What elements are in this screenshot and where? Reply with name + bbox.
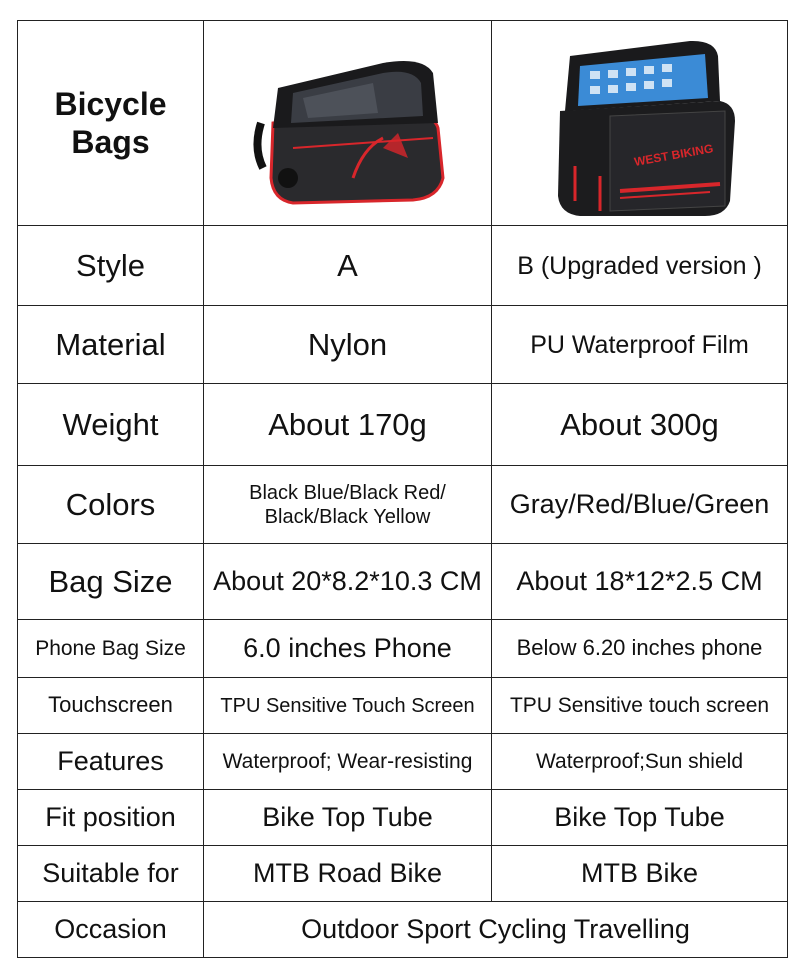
row-value-b: PU Waterproof Film xyxy=(492,306,788,384)
row-label: Fit position xyxy=(18,790,204,846)
svg-text:WEST BIKING: WEST BIKING xyxy=(632,140,714,169)
row-value-b: B (Upgraded version ) xyxy=(492,226,788,306)
table-row xyxy=(18,306,788,384)
colors-a-line2: Black/Black Yellow xyxy=(264,505,431,528)
row-value-a: Nylon xyxy=(204,306,492,384)
table-row xyxy=(18,734,788,790)
row-label: Bag Size xyxy=(18,544,204,620)
row-label: Style xyxy=(18,226,204,306)
row-value-b: Waterproof;Sun shield xyxy=(492,734,788,790)
row-value-a: Bike Top Tube xyxy=(204,790,492,846)
table-row xyxy=(18,226,788,306)
row-label: Suitable for xyxy=(18,846,204,902)
row-label: Touchscreen xyxy=(18,678,204,734)
table-row xyxy=(18,902,788,958)
table-row xyxy=(18,790,788,846)
spec-table xyxy=(17,20,788,958)
product-b-image xyxy=(492,21,788,226)
row-value-a: Waterproof; Wear-resisting xyxy=(204,734,492,790)
row-value-a: About 170g xyxy=(204,384,492,466)
row-value-a: TPU Sensitive Touch Screen xyxy=(204,678,492,734)
row-value-a: MTB Road Bike xyxy=(204,846,492,902)
row-value-b: Below 6.20 inches phone xyxy=(492,620,788,678)
product-a-image xyxy=(204,21,492,226)
table-row xyxy=(18,384,788,466)
row-label: Features xyxy=(18,734,204,790)
row-value-b: Bike Top Tube xyxy=(492,790,788,846)
row-label: Occasion xyxy=(18,902,204,958)
row-value-b: TPU Sensitive touch screen xyxy=(492,678,788,734)
row-value-a: 6.0 inches Phone xyxy=(204,620,492,678)
row-label: Material xyxy=(18,306,204,384)
row-label: Colors xyxy=(18,466,204,544)
row-value-b: About 18*12*2.5 CM xyxy=(492,544,788,620)
bag-b-icon xyxy=(540,26,740,221)
row-value-b: MTB Bike xyxy=(492,846,788,902)
row-value-a: A xyxy=(204,226,492,306)
row-label: Weight xyxy=(18,384,204,466)
table-row xyxy=(18,846,788,902)
bag-a-icon xyxy=(233,28,463,218)
row-value-both: Outdoor Sport Cycling Travelling xyxy=(204,902,788,958)
row-label: Phone Bag Size xyxy=(18,620,204,678)
table-row xyxy=(18,678,788,734)
table-row xyxy=(18,544,788,620)
row-value-b: Gray/Red/Blue/Green xyxy=(492,466,788,544)
table-row xyxy=(18,620,788,678)
row-value-a xyxy=(204,466,492,544)
table-row xyxy=(18,466,788,544)
row-value-b: About 300g xyxy=(492,384,788,466)
table-title: Bicycle Bags xyxy=(18,21,204,226)
row-value-a: About 20*8.2*10.3 CM xyxy=(204,544,492,620)
header-row xyxy=(18,21,788,226)
colors-a-line1: Black Blue/Black Red/ xyxy=(249,481,446,504)
